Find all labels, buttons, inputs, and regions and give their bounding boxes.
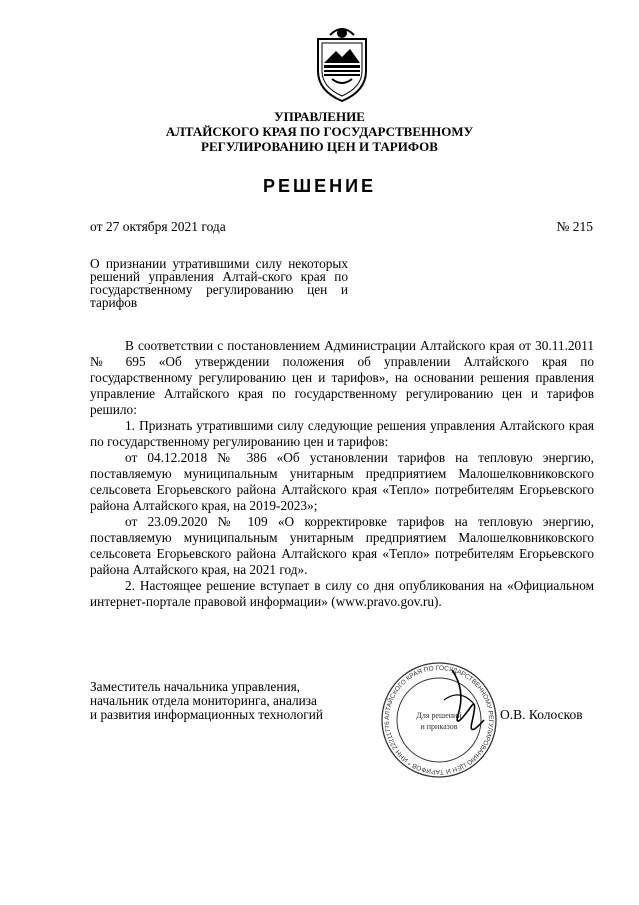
org-name-line-2: АЛТАЙСКОГО КРАЯ ПО ГОСУДАРСТВЕННОМУ: [165, 124, 474, 139]
svg-text:АЛТАЙСКОГО КРАЯ ПО ГОСУДАРСТВЕ: АЛТАЙСКОГО КРАЯ ПО ГОСУДАРСТВЕННОМУ РЕГУЛИРОВАНИЮ ЦЕН И ТАРИФОВ * ИНН 22211776: [383, 664, 495, 776]
signer-title-line: Заместитель начальника управления,: [90, 679, 301, 694]
document-subject: О признании утратившими силу некоторых решений управления Алтай-ского края по государственному регулированию цен и тарифов: [90, 256, 348, 310]
altai-emblem-icon: [308, 21, 376, 103]
body-paragraph: 1. Признать утратившими силу следующие решения управления Алтайского края по государственному регулированию цен и тарифов:: [90, 418, 594, 449]
body-paragraph: от 04.12.2018 № 386 «Об установлении тарифов на тепловую энергию, поставляемую муниципальным унитарным предприятием Малошелковниковского сельсовета Егорьевского района Алтайского края «Тепло» потребителям Егорьевского района Алтайского края, на 2019-2023»;: [90, 450, 594, 513]
body-paragraph: В соответствии с постановлением Администрации Алтайского края от 30.11.2011 № 695 «Об утверждении положения об управлении Алтайского края по государственному регулированию цен и тарифов», на основании решения правления управление Алтайского края по государственному регулированию цен и тарифов решило:: [90, 338, 594, 417]
document-body: [90, 338, 594, 610]
svg-text:Для решений: Для решений: [416, 711, 462, 720]
signer-title-line: и развития информационных технологий: [90, 707, 323, 722]
body-paragraph: от 23.09.2020 № 109 «О корректировке тарифов на тепловую энергию, поставляемую муниципальным унитарным предприятием Малошелковниковского сельсовета Егорьевского района Алтайского края «Тепло» потребителям Егорьевского района Алтайского края, на 2021 год».: [90, 514, 594, 577]
signer-name: О.В. Колосков: [500, 707, 583, 722]
signer-title-line: начальник отдела мониторинга, анализа: [90, 693, 317, 708]
svg-text:и приказов: и приказов: [420, 722, 458, 731]
org-name-line-1: УПРАВЛЕНИЕ: [274, 109, 365, 124]
document-number: № 215: [556, 219, 593, 234]
org-name-line-3: РЕГУЛИРОВАНИЮ ЦЕН И ТАРИФОВ: [201, 139, 438, 154]
document-date: от 27 октября 2021 года: [90, 219, 226, 234]
document-type-title: РЕШЕНИЕ: [262, 176, 377, 196]
signer-title: [90, 680, 390, 722]
official-seal-icon: [374, 660, 504, 780]
body-paragraph: 2. Настоящее решение вступает в силу со дня опубликования на «Официальном интернет-портале правовой информации» (www.pravo.gov.ru).: [90, 578, 594, 609]
